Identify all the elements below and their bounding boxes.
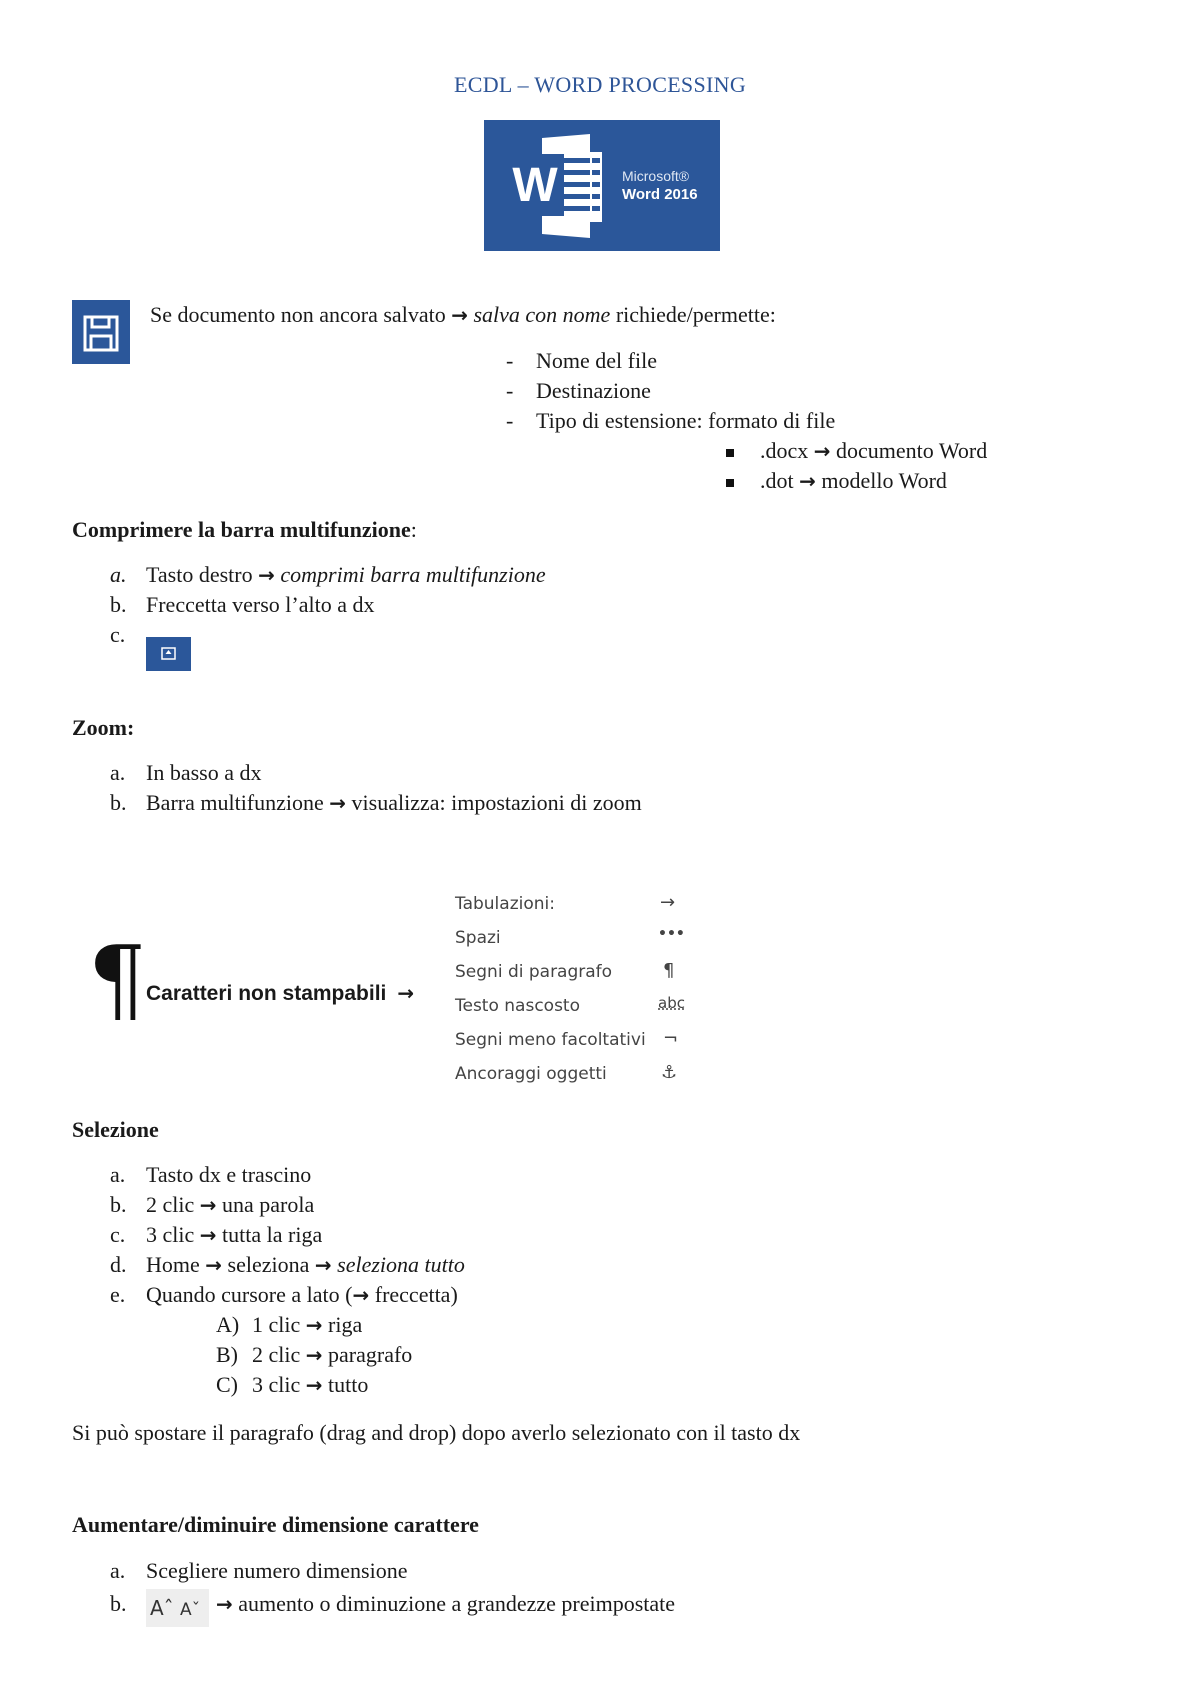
save-item-2: - Destinazione	[506, 378, 651, 403]
logo-brand-line2: Word 2016	[622, 186, 698, 203]
save-as-label: salva con nome	[473, 302, 611, 327]
selection-item-b: b. 2 clic → una parola	[110, 1192, 315, 1217]
ribbon-item-b: b. Freccetta verso l’alto a dx	[110, 592, 375, 617]
menu-item-spazi[interactable]: Spazi •••	[455, 926, 685, 948]
font-size-heading: Aumentare/diminuire dimensione carattere	[72, 1512, 479, 1537]
selection-item-d: d. Home → seleziona → seleziona tutto	[110, 1252, 465, 1277]
extension-docx: .docx → documento Word	[726, 436, 987, 466]
arrow-right-icon: →	[199, 1193, 217, 1217]
menu-item-ancoraggi[interactable]: Ancoraggi oggetti ⚓	[455, 1062, 678, 1084]
page-title: ECDL – WORD PROCESSING	[453, 72, 747, 97]
selection-item-c: c. 3 clic → tutta la riga	[110, 1222, 323, 1247]
arrow-right-icon: →	[813, 439, 831, 463]
shrink-font-icon[interactable]: Aˇ	[180, 1600, 201, 1620]
zoom-heading: Zoom:	[72, 715, 135, 740]
arrow-right-icon: →	[451, 303, 468, 327]
selection-item-e: e. Quando cursore a lato (→ freccetta)	[110, 1282, 458, 1307]
arrow-right-icon: →	[799, 469, 816, 493]
font-item-a: a. Scegliere numero dimensione	[110, 1558, 408, 1583]
arrow-right-icon: →	[205, 1253, 223, 1277]
arrow-right-icon: →	[305, 1343, 323, 1367]
save-intro	[150, 300, 776, 330]
pilcrow-icon: ¶	[88, 926, 147, 1033]
menu-item-tabulazioni[interactable]: Tabulazioni: →	[455, 892, 676, 914]
selection-sub-c: C) 3 clic → tutto	[216, 1372, 369, 1397]
ribbon-item-a: a. Tasto destro → comprimi barra multifunzione	[110, 562, 546, 587]
arrow-right-icon: →	[216, 1592, 233, 1616]
ribbon-item-c: c.	[110, 622, 126, 647]
word-2016-logo	[484, 120, 720, 251]
arrow-right-icon: →	[199, 1223, 217, 1247]
extension-dot: .dot → modello Word	[726, 466, 947, 496]
arrow-right-icon: →	[258, 563, 275, 587]
zoom-item-b: b. Barra multifunzione → visualizza: impostazioni di zoom	[110, 790, 642, 815]
save-intro-text: Se documento non ancora salvato	[150, 302, 452, 327]
square-bullet-icon	[726, 449, 734, 457]
formatting-marks-menu	[455, 890, 695, 1094]
menu-item-segni-meno[interactable]: Segni meno facoltativi ¬	[455, 1028, 679, 1050]
word-logo-icon	[506, 134, 611, 238]
grow-font-icon[interactable]: Aˆ	[150, 1596, 174, 1620]
ribbon-heading: Comprimere la barra multifunzione:	[72, 517, 417, 542]
save-intro-suffix: richiede/permette:	[610, 302, 776, 327]
hidden-text-icon: abc	[658, 994, 685, 1012]
save-item-3: - Tipo di estensione: formato di file	[506, 408, 836, 433]
arrow-right-icon: →	[352, 1283, 370, 1307]
save-item-1: - Nome del file	[506, 348, 657, 373]
logo-brand-line1: Microsoft®	[622, 168, 690, 184]
selection-heading: Selezione	[72, 1117, 159, 1142]
paragraph-mark-icon: ¶	[663, 960, 675, 981]
svg-text:W: W	[512, 159, 558, 212]
space-dots-icon: •••	[658, 926, 685, 942]
font-item-b-marker: b.	[110, 1591, 127, 1616]
selection-sub-a: A) 1 clic → riga	[216, 1312, 363, 1337]
font-size-buttons	[146, 1589, 209, 1627]
arrow-right-icon: →	[397, 981, 415, 1005]
anchor-icon: ⚓	[661, 1062, 678, 1083]
nonprint-label: Caratteri non stampabili →	[146, 981, 415, 1005]
zoom-item-a: a. In basso a dx	[110, 760, 262, 785]
optional-hyphen-icon: ¬	[663, 1028, 679, 1049]
arrow-right-icon: →	[305, 1313, 323, 1337]
save-icon	[72, 300, 130, 364]
arrow-right-icon: →	[314, 1253, 332, 1277]
arrow-right-icon: →	[305, 1373, 323, 1397]
menu-item-segni-paragrafo[interactable]: Segni di paragrafo ¶	[455, 960, 675, 982]
drag-drop-note: Si può spostare il paragrafo (drag and drop) dopo averlo selezionato con il tasto dx	[72, 1420, 801, 1445]
tab-mark-icon: →	[660, 892, 676, 913]
selection-item-a: a. Tasto dx e trascino	[110, 1162, 312, 1187]
square-bullet-icon	[726, 479, 734, 487]
collapse-ribbon-icon	[146, 637, 191, 671]
font-item-b: → aumento o diminuzione a grandezze preimpostate	[216, 1591, 676, 1616]
arrow-right-icon: →	[329, 791, 347, 815]
selection-sub-b: B) 2 clic → paragrafo	[216, 1342, 413, 1367]
collapse-ribbon-button[interactable]	[146, 637, 191, 671]
menu-item-testo-nascosto[interactable]: Testo nascosto abc	[455, 994, 685, 1016]
